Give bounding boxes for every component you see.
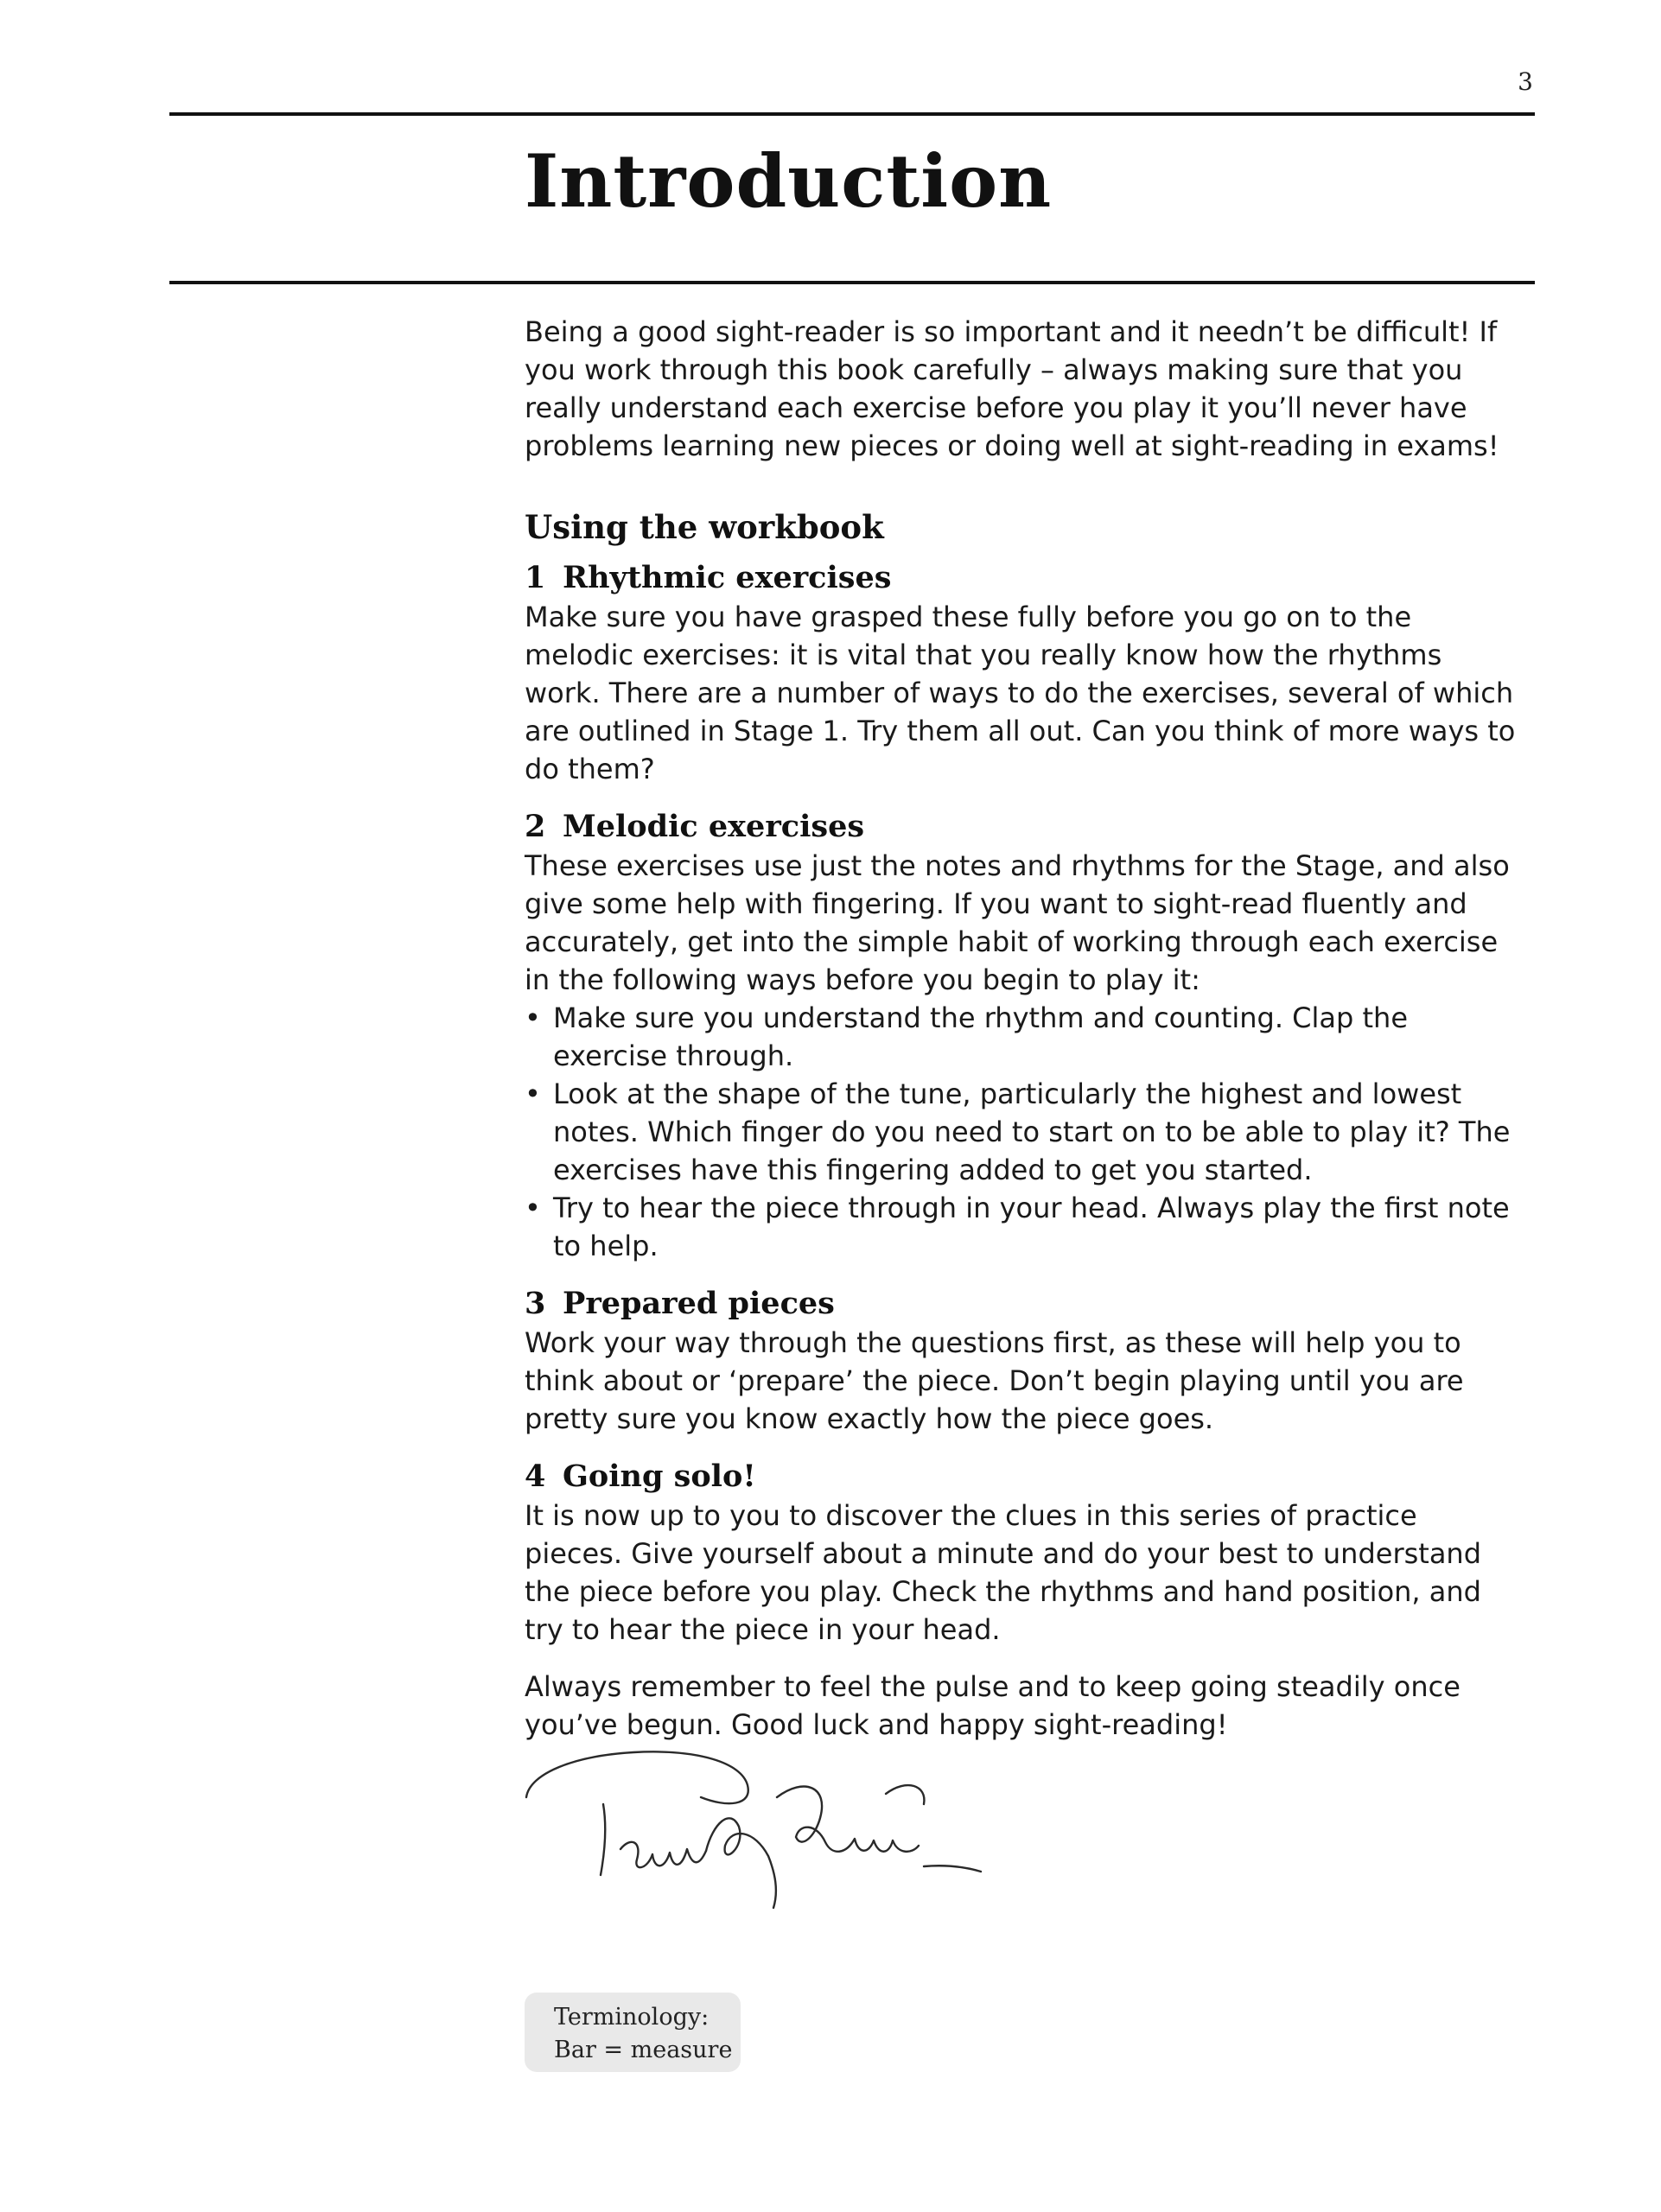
section-rhythmic-exercises xyxy=(525,558,1518,788)
bullet-icon: • xyxy=(525,1192,541,1224)
section-body: Make sure you have grasped these fully before you go on to the melodic exercises: it is vital that you really know how the rhythms work. There are a number of ways to do the exercises, several of which are outlined in Stage 1. Try them all out. Can you think of more ways to do them? xyxy=(525,601,1516,785)
intro-paragraph: Being a good sight-reader is so important and it needn’t be difficult! If you work through this book carefully – always making sure that you really understand each exercise before you play it you’ll never have problems learning new pieces or doing well at sight-reading in exams! xyxy=(525,315,1499,462)
section-title: Prepared pieces xyxy=(563,1286,835,1321)
bullet-list xyxy=(525,999,1518,1265)
title-rule xyxy=(169,281,1535,284)
page-number: 3 xyxy=(1518,67,1533,96)
top-rule xyxy=(169,112,1535,116)
section-title: Rhythmic exercises xyxy=(563,560,892,595)
section-heading xyxy=(525,1284,1518,1324)
list-item xyxy=(525,1189,1518,1265)
closing-paragraph: Always remember to feel the pulse and to keep going steadily once you’ve begun. Good luck and happy sight-reading! xyxy=(525,1670,1461,1741)
workbook-heading: Using the workbook xyxy=(525,508,884,546)
section-number: 3 xyxy=(525,1286,546,1321)
list-item xyxy=(525,999,1518,1075)
section-prepared-pieces xyxy=(525,1284,1518,1438)
section-heading xyxy=(525,1457,1518,1497)
section-number: 2 xyxy=(525,809,546,844)
main-content xyxy=(525,313,1518,1744)
section-number: 1 xyxy=(525,560,546,595)
section-heading xyxy=(525,558,1518,598)
terminology-note xyxy=(525,1993,741,2072)
list-item-text: Try to hear the piece through in your head. Always play the first note to help. xyxy=(553,1192,1510,1262)
section-title: Going solo! xyxy=(563,1459,756,1494)
terminology-label: Terminology: xyxy=(554,2004,710,2031)
list-item-text: Make sure you understand the rhythm and counting. Clap the exercise through. xyxy=(553,1001,1409,1072)
bullet-icon: • xyxy=(525,1077,541,1110)
list-item-text: Look at the shape of the tune, particularly the highest and lowest notes. Which finger do you need to start on to be able to play it? The exercises have this fingering added to get you started. xyxy=(553,1077,1511,1186)
section-heading xyxy=(525,807,1518,847)
handwritten-signature xyxy=(521,1744,988,1916)
section-going-solo xyxy=(525,1457,1518,1649)
section-number: 4 xyxy=(525,1459,546,1494)
section-body: It is now up to you to discover the clues in this series of practice pieces. Give yourself about a minute and do your best to understand the piece before you play. Check the rhythms and hand position, and try to hear the piece in your head. xyxy=(525,1499,1482,1646)
section-body: Work your way through the questions first, as these will help you to think about or ‘prepare’ the piece. Don’t begin playing until you are pretty sure you know exactly how the piece goes. xyxy=(525,1326,1464,1435)
section-body: These exercises use just the notes and rhythms for the Stage, and also give some help with fingering. If you want to sight-read fluently and accurately, get into the simple habit of working through each exercise in the following ways before you begin to play it: xyxy=(525,849,1510,996)
section-melodic-exercises xyxy=(525,807,1518,1265)
terminology-value: Bar = measure xyxy=(554,2037,733,2063)
bullet-icon: • xyxy=(525,1001,541,1034)
section-title: Melodic exercises xyxy=(563,809,865,844)
page-title: Introduction xyxy=(525,138,1053,224)
list-item xyxy=(525,1075,1518,1189)
